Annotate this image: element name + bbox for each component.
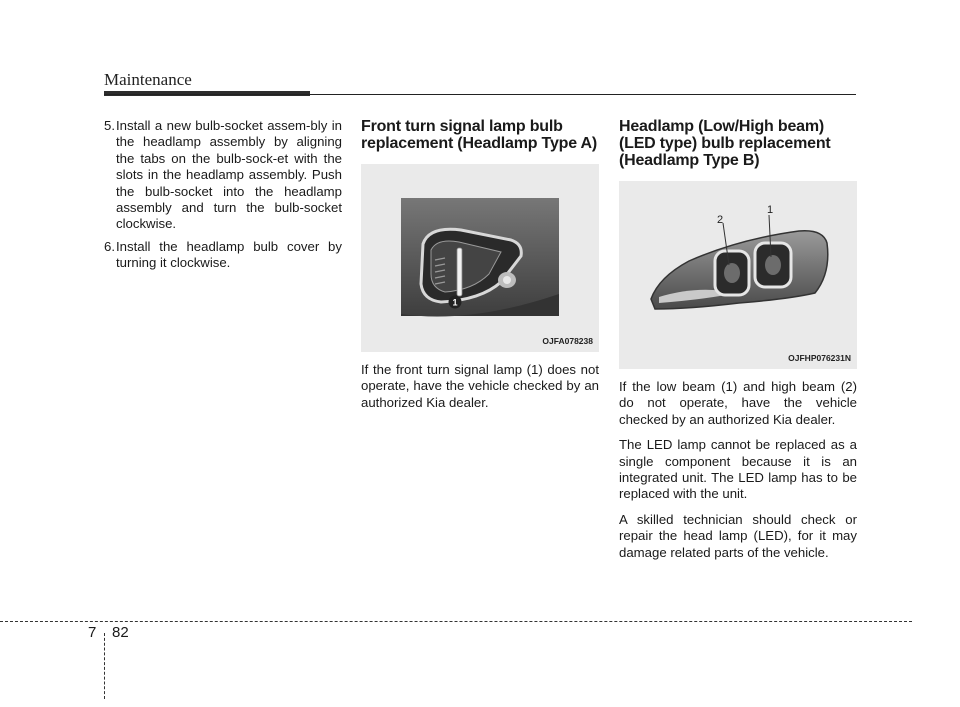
- callout-2: 2: [717, 214, 724, 226]
- step-number: 6.: [104, 238, 115, 254]
- section-heading-led-headlamp: Headlamp (Low/High beam) (LED type) bulb replacement (Headlamp Type B): [619, 118, 831, 169]
- callout-1: 1: [767, 204, 774, 216]
- page-number: 82: [112, 624, 129, 641]
- led-headlamp-figure: [619, 181, 857, 369]
- step-5: [104, 118, 342, 233]
- step-number: 5.: [104, 118, 115, 133]
- chapter-number: 7: [88, 624, 97, 641]
- header-rule: [104, 94, 856, 95]
- fog-lamp-illustration: [361, 164, 599, 352]
- led-headlamp-illustration: [619, 181, 857, 369]
- led-headlamp-column: [619, 118, 857, 570]
- turn-signal-figure: [361, 164, 599, 352]
- led-body-3: A skilled technician should check or repair the head lamp (LED), for it may damage related parts of the vehicle.: [619, 511, 857, 560]
- step-text: Install the headlamp bulb cover by turning it clockwise.: [116, 238, 342, 271]
- turn-signal-body: If the front turn signal lamp (1) does not operate, have the vehicle checked by an authorized Kia dealer.: [361, 362, 599, 410]
- section-heading-turn-signal: Front turn signal lamp bulb replacement (Headlamp Type A): [361, 118, 598, 152]
- figure-code: OJFA078238: [542, 335, 593, 346]
- step-text: Install a new bulb-socket assem-bly in the headlamp assembly by aligning the tabs on the bulb-sock-et with the slots in the headlamp assembly. Push the bulb-socket into the headlamp assembly and turn the bulb-socket clockwise.: [116, 118, 342, 232]
- footer-rule: [0, 621, 912, 622]
- turn-signal-column: [361, 118, 599, 420]
- led-body-2: The LED lamp cannot be replaced as a single component because it is an integrated unit. The LED lamp has to be replaced with the unit.: [619, 437, 857, 502]
- running-header-title: Maintenance: [104, 70, 192, 89]
- instructions-column: [104, 118, 342, 278]
- led-body-1: If the low beam (1) and high beam (2) do not operate, have the vehicle checked by an authorized Kia dealer.: [619, 379, 857, 427]
- callout-number: 1: [452, 297, 458, 308]
- figure-code: OJFHP076231N: [788, 352, 851, 363]
- footer-divider: [104, 633, 105, 699]
- step-6: [104, 239, 342, 272]
